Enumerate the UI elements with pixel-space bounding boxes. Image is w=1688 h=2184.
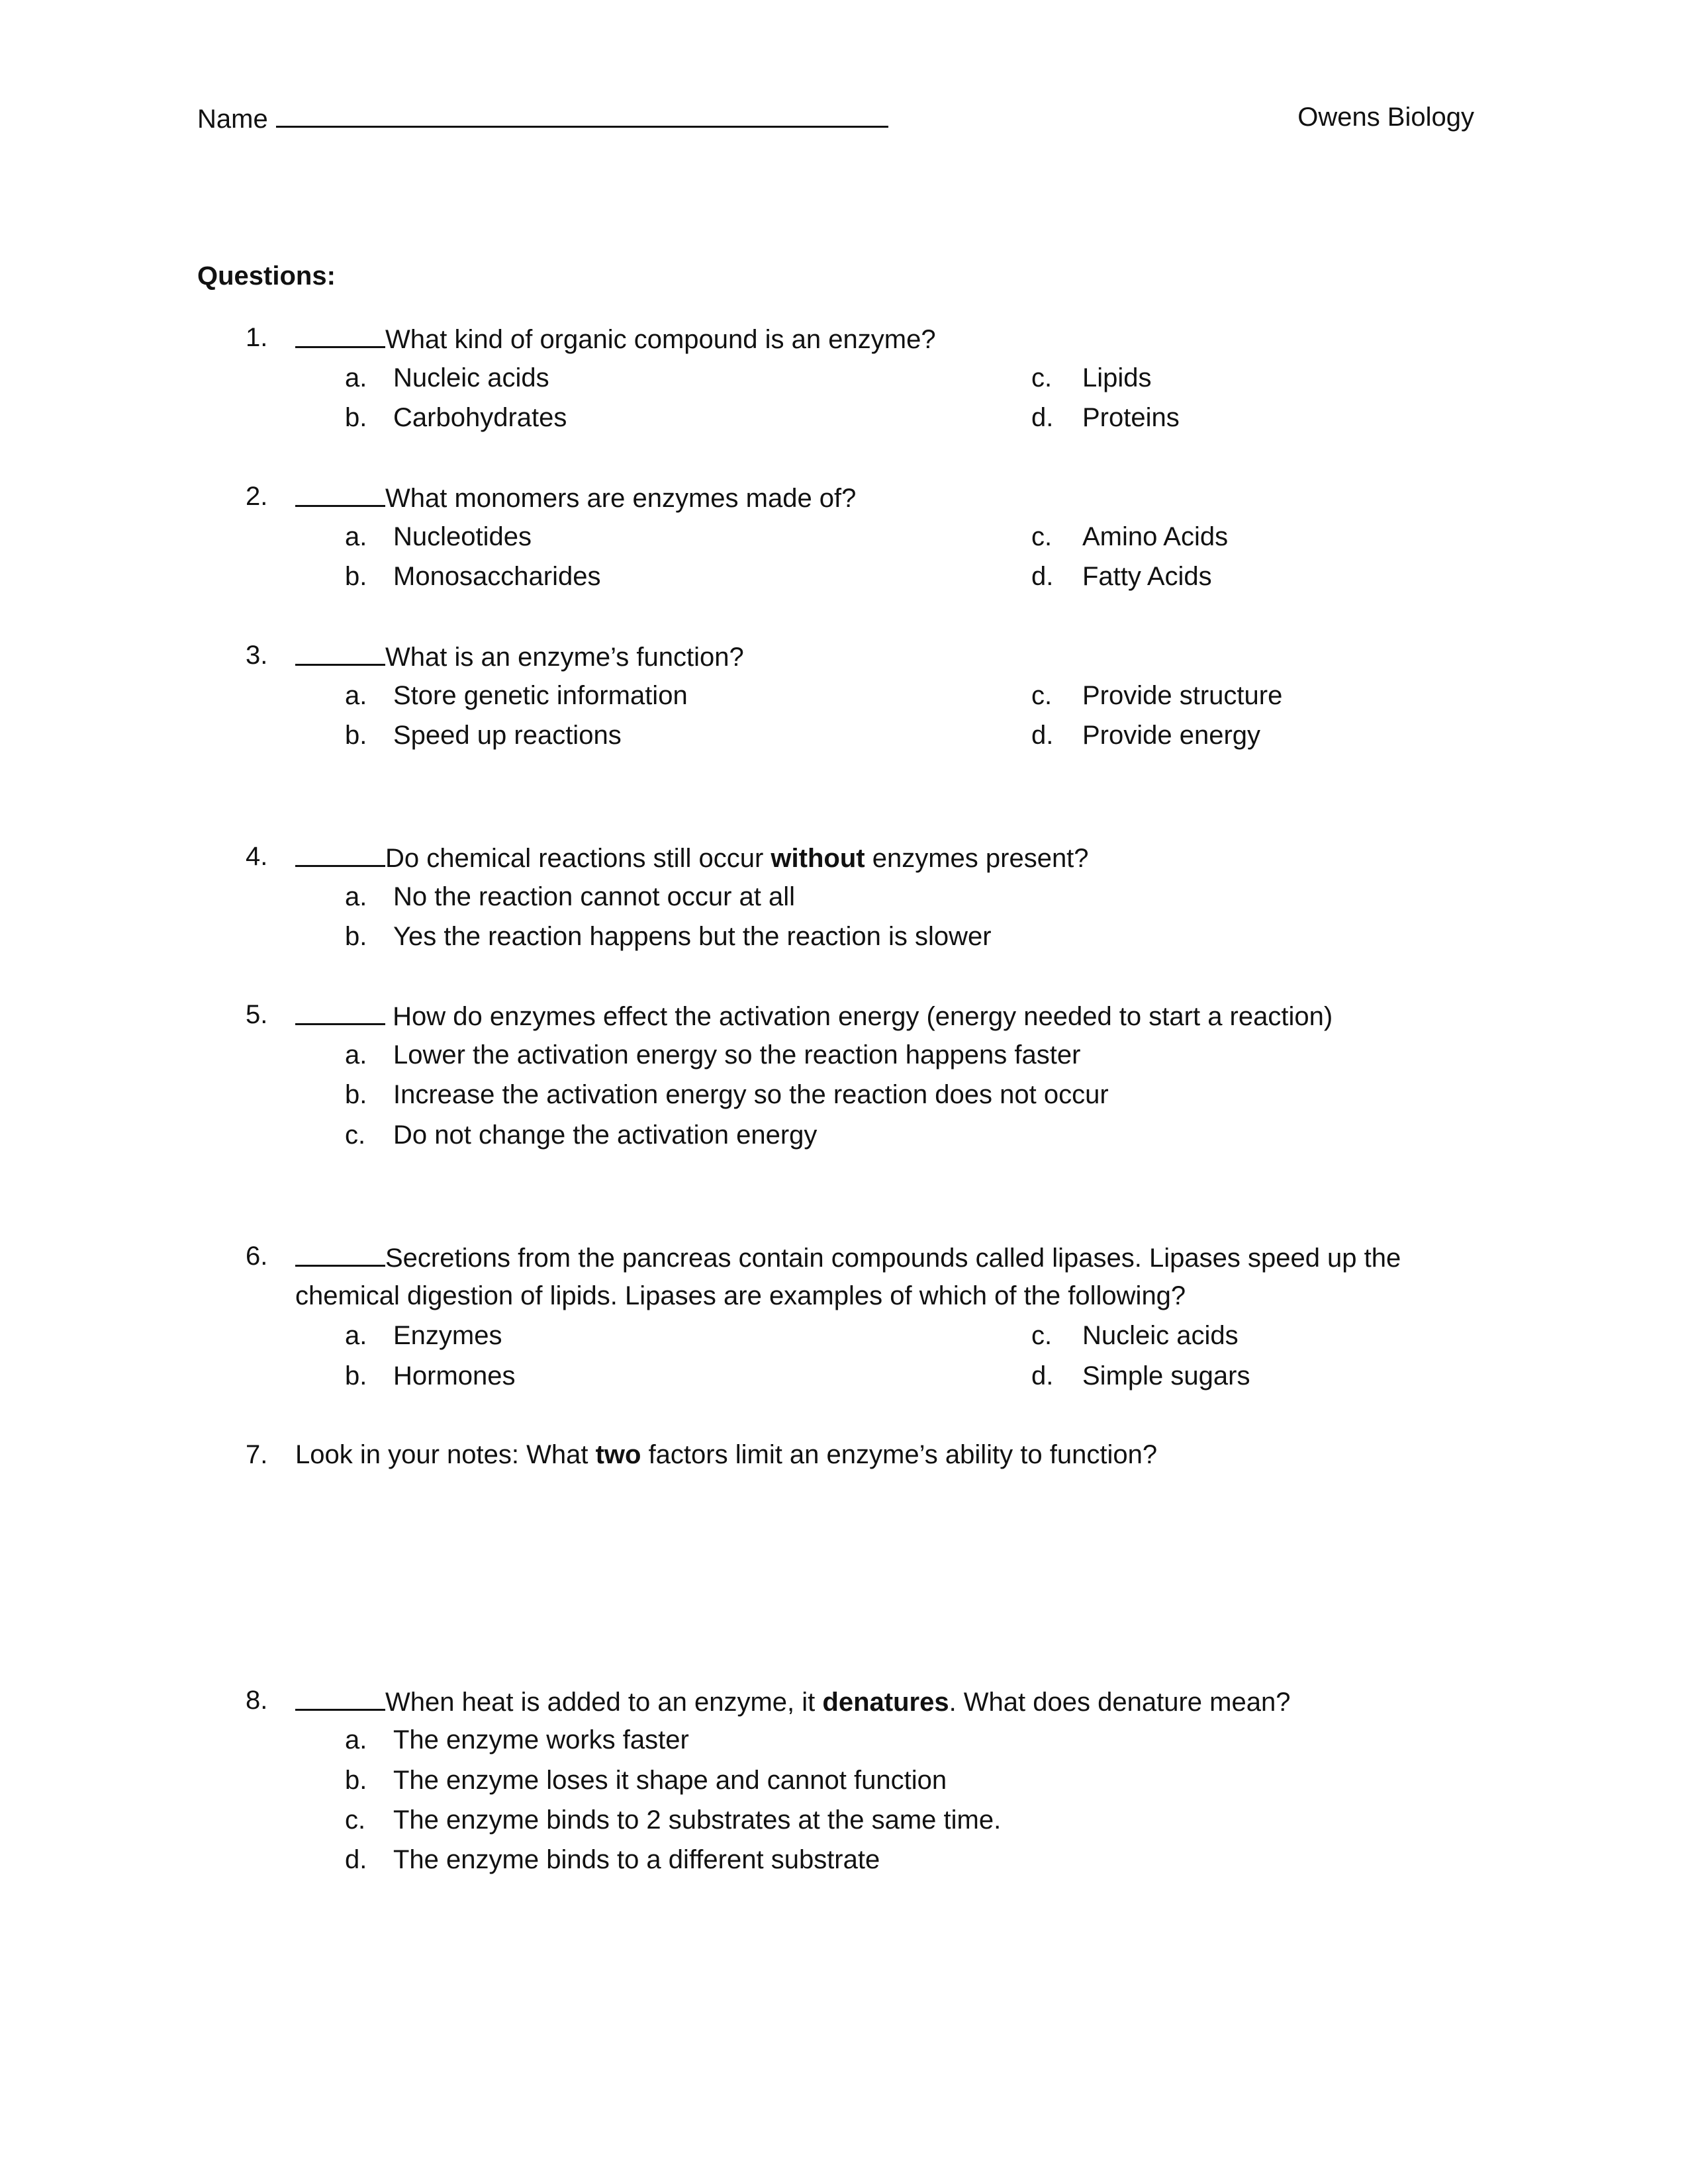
question-label-post: factors limit an enzyme’s ability to function? xyxy=(641,1440,1158,1469)
option-letter: c. xyxy=(1031,681,1053,710)
option-letter: c. xyxy=(345,1805,366,1835)
option-letter: c. xyxy=(1031,1321,1053,1350)
option-text: The enzyme binds to a different substrate xyxy=(393,1845,880,1874)
answer-blank[interactable] xyxy=(295,998,385,1025)
question-text xyxy=(295,480,856,513)
option-letter: d. xyxy=(1031,562,1054,591)
question-label-bold: denatures xyxy=(822,1688,949,1717)
option-text: Increase the activation energy so the reaction does not occur xyxy=(393,1080,1109,1109)
option-text: Carbohydrates xyxy=(393,403,567,432)
option-letter: b. xyxy=(345,403,367,432)
option-text: Nucleic acids xyxy=(393,363,549,392)
question-label: What monomers are enzymes made of? xyxy=(385,484,857,513)
option-text: The enzyme works faster xyxy=(393,1725,689,1754)
option-letter: b. xyxy=(345,1766,367,1795)
question-label: What is an enzyme’s function? xyxy=(385,643,744,672)
answer-blank[interactable] xyxy=(295,840,385,867)
option-text: No the reaction cannot occur at all xyxy=(393,882,796,911)
answer-blank[interactable] xyxy=(295,639,385,666)
question-label-pre: When heat is added to an enzyme, it xyxy=(385,1688,823,1717)
question-text xyxy=(295,639,744,672)
option-letter: c. xyxy=(1031,363,1053,392)
question-number: 7. xyxy=(246,1440,268,1469)
question-label: Secretions from the pancreas contain compounds called lipases. Lipases speed up the xyxy=(385,1244,1401,1273)
option-letter: a. xyxy=(345,522,367,551)
option-text: Lower the activation energy so the reaction happens faster xyxy=(393,1040,1081,1069)
option-letter: b. xyxy=(345,1080,367,1109)
option-text: Provide energy xyxy=(1082,721,1261,750)
option-letter: b. xyxy=(345,1361,367,1390)
option-text: Enzymes xyxy=(393,1321,502,1350)
question-number: 8. xyxy=(246,1686,268,1715)
option-letter: c. xyxy=(345,1120,366,1150)
option-text: Nucleotides xyxy=(393,522,532,551)
question-text xyxy=(295,840,1089,873)
course-title: Owens Biology xyxy=(1297,103,1474,132)
answer-blank[interactable] xyxy=(295,1684,385,1711)
option-text: Amino Acids xyxy=(1082,522,1229,551)
question-text xyxy=(295,1438,1157,1471)
option-text: The enzyme loses it shape and cannot function xyxy=(393,1766,947,1795)
question-label-post: enzymes present? xyxy=(865,844,1089,873)
option-letter: b. xyxy=(345,721,367,750)
option-text: Monosaccharides xyxy=(393,562,601,591)
answer-blank[interactable] xyxy=(295,1240,385,1267)
option-letter: d. xyxy=(1031,721,1054,750)
option-letter: a. xyxy=(345,1725,367,1754)
question-text xyxy=(295,998,1333,1031)
option-text: Lipids xyxy=(1082,363,1152,392)
option-letter: d. xyxy=(345,1845,367,1874)
question-label: How do enzymes effect the activation energy (energy needed to start a reaction) xyxy=(385,1002,1333,1031)
question-text xyxy=(295,321,936,354)
question-number: 4. xyxy=(246,842,268,871)
option-text: Proteins xyxy=(1082,403,1180,432)
option-text: Do not change the activation energy xyxy=(393,1120,818,1150)
option-text: Speed up reactions xyxy=(393,721,622,750)
option-letter: b. xyxy=(345,562,367,591)
section-title: Questions: xyxy=(197,261,336,291)
option-text: Store genetic information xyxy=(393,681,688,710)
answer-blank[interactable] xyxy=(295,321,385,348)
question-number: 5. xyxy=(246,1000,268,1029)
option-letter: a. xyxy=(345,1040,367,1069)
option-letter: c. xyxy=(1031,522,1053,551)
option-text: Simple sugars xyxy=(1082,1361,1250,1390)
question-label-bold: two xyxy=(595,1440,641,1469)
option-letter: a. xyxy=(345,1321,367,1350)
option-text: Nucleic acids xyxy=(1082,1321,1239,1350)
question-number: 3. xyxy=(246,641,268,670)
option-letter: d. xyxy=(1031,1361,1054,1390)
question-text xyxy=(295,1240,1401,1273)
question-number: 1. xyxy=(246,323,268,352)
question-label-bold: without xyxy=(771,844,865,873)
answer-blank[interactable] xyxy=(295,480,385,507)
option-text: Yes the reaction happens but the reaction is slower xyxy=(393,922,992,951)
option-letter: a. xyxy=(345,882,367,911)
option-text: Hormones xyxy=(393,1361,516,1390)
option-text: Fatty Acids xyxy=(1082,562,1212,591)
question-number: 6. xyxy=(246,1242,268,1271)
question-label: What kind of organic compound is an enzyme? xyxy=(385,325,936,354)
name-field[interactable] xyxy=(197,101,888,134)
option-text: The enzyme binds to 2 substrates at the same time. xyxy=(393,1805,1002,1835)
name-blank[interactable] xyxy=(276,101,888,128)
question-number: 2. xyxy=(246,482,268,511)
option-text: Provide structure xyxy=(1082,681,1283,710)
option-letter: a. xyxy=(345,363,367,392)
option-letter: a. xyxy=(345,681,367,710)
option-letter: d. xyxy=(1031,403,1054,432)
question-label-pre: Look in your notes: What xyxy=(295,1440,596,1469)
option-letter: b. xyxy=(345,922,367,951)
question-label-post: . What does denature mean? xyxy=(949,1688,1291,1717)
question-text-continued: chemical digestion of lipids. Lipases are examples of which of the following? xyxy=(295,1281,1186,1310)
name-label: Name xyxy=(197,105,268,134)
question-text xyxy=(295,1684,1290,1717)
question-label-pre: Do chemical reactions still occur xyxy=(385,844,771,873)
